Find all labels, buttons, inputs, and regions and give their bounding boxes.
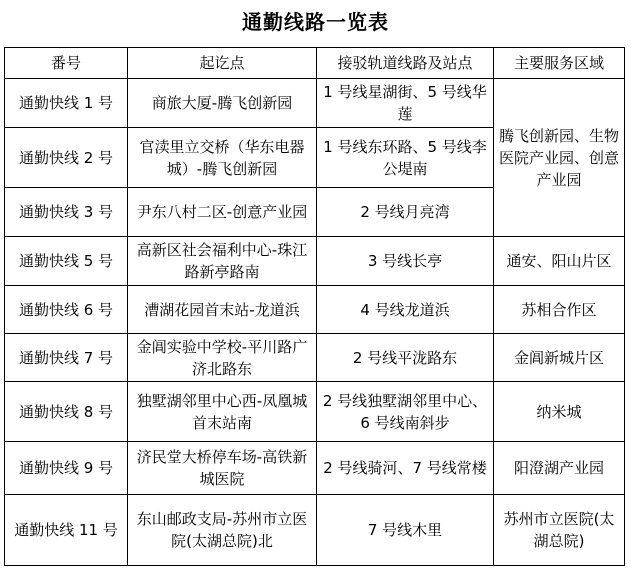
header-endpoints: 起讫点 (128, 48, 317, 79)
route-area: 苏州市立医院(太湖总院) (494, 495, 625, 566)
table-row (5, 286, 625, 334)
table-row (5, 237, 625, 286)
route-area: 苏相合作区 (494, 286, 625, 334)
route-endpoints: 济民堂大桥停车场-高铁新城医院 (128, 442, 317, 495)
route-number: 通勤快线 11 号 (5, 495, 128, 566)
route-connection: 2 号线月亮湾 (317, 188, 494, 237)
header-number: 番号 (5, 48, 128, 79)
route-endpoints: 商旅大厦-腾飞创新园 (128, 79, 317, 128)
route-number: 通勤快线 2 号 (5, 128, 128, 188)
route-endpoints: 漕湖花园首末站-龙道浜 (128, 286, 317, 334)
route-number: 通勤快线 5 号 (5, 237, 128, 286)
table-row (5, 495, 625, 566)
header-connection: 接驳轨道线路及站点 (317, 48, 494, 79)
route-connection: 3 号线长亭 (317, 237, 494, 286)
route-endpoints: 独墅湖邻里中心西-凤凰城首末站南 (128, 382, 317, 442)
route-connection: 4 号线龙道浜 (317, 286, 494, 334)
table-row (5, 334, 625, 382)
table-row (5, 79, 625, 128)
route-area: 金阊新城片区 (494, 334, 625, 382)
route-number: 通勤快线 9 号 (5, 442, 128, 495)
route-endpoints: 东山邮政支局-苏州市立医院(太湖总院)北 (128, 495, 317, 566)
route-endpoints: 官渎里立交桥（华东电器城）-腾飞创新园 (128, 128, 317, 188)
route-number: 通勤快线 3 号 (5, 188, 128, 237)
route-endpoints: 高新区社会福利中心-珠江路新亭路南 (128, 237, 317, 286)
header-area: 主要服务区域 (494, 48, 625, 79)
route-connection: 2 号线独墅湖邻里中心、6 号线南斜步 (317, 382, 494, 442)
route-number: 通勤快线 1 号 (5, 79, 128, 128)
route-connection: 1 号线星湖街、5 号线华莲 (317, 79, 494, 128)
route-connection: 2 号线骑河、7 号线常楼 (317, 442, 494, 495)
route-connection: 7 号线木里 (317, 495, 494, 566)
page-title: 通勤线路一览表 (242, 10, 389, 34)
table-header-row (5, 48, 625, 79)
route-table (4, 47, 625, 566)
route-area: 通安、阳山片区 (494, 237, 625, 286)
route-endpoints: 尹东八村二区-创意产业园 (128, 188, 317, 237)
route-number: 通勤快线 6 号 (5, 286, 128, 334)
route-connection: 2 号线平泷路东 (317, 334, 494, 382)
route-connection: 1 号线东环路、5 号线李公堤南 (317, 128, 494, 188)
table-row (5, 382, 625, 442)
route-number: 通勤快线 8 号 (5, 382, 128, 442)
route-area: 阳澄湖产业园 (494, 442, 625, 495)
route-endpoints: 金阊实验中学校-平川路广济北路东 (128, 334, 317, 382)
route-area-merged: 腾飞创新园、生物医院产业园、创意产业园 (494, 79, 625, 237)
route-area: 纳米城 (494, 382, 625, 442)
table-row (5, 442, 625, 495)
route-number: 通勤快线 7 号 (5, 334, 128, 382)
